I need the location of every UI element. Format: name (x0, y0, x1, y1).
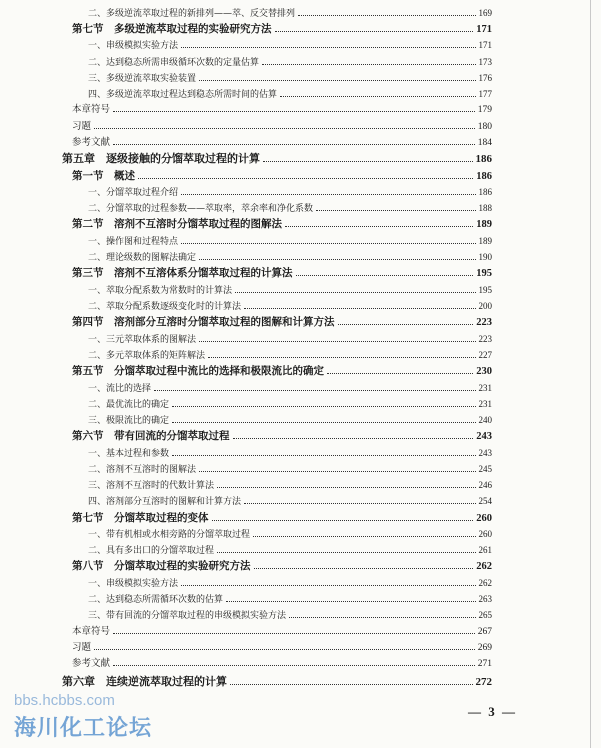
toc-section-row (72, 21, 492, 37)
toc-entry-row (88, 412, 492, 428)
toc-entry-row (88, 298, 492, 314)
toc-entry-title: 二、达到稳态所需串级循环次数的定量估算 (88, 58, 260, 68)
toc-leader-dots (244, 308, 475, 309)
toc-leader-dots (199, 80, 475, 81)
toc-page-number: 189 (478, 236, 492, 246)
toc-leader-dots (199, 471, 475, 472)
toc-entry-title: 参考文献 (72, 137, 111, 148)
toc-entry-row (88, 37, 492, 53)
toc-page-number: 230 (476, 366, 492, 377)
toc-page-number: 272 (475, 676, 492, 688)
toc-page-number: 269 (477, 643, 492, 653)
toc-entry-row (88, 542, 492, 558)
toc-entry-title: 二、最优流比的确定 (88, 400, 170, 410)
toc-entry-title: 一、串级模拟实验方法 (88, 579, 179, 589)
toc-page-number: 262 (478, 578, 492, 588)
toc-leader-dots (316, 210, 475, 211)
page-edge (590, 0, 591, 748)
toc-leader-dots (208, 357, 475, 358)
toc-section-row (72, 314, 492, 330)
toc-section-row (72, 168, 492, 184)
toc-leader-dots (113, 144, 475, 145)
toc-leader-dots (327, 373, 473, 374)
toc-page-number: 260 (478, 529, 492, 539)
toc-leader-dots (217, 487, 475, 488)
toc-misc-row (72, 135, 492, 151)
toc-page-number: 227 (478, 350, 492, 360)
toc-leader-dots (217, 552, 475, 553)
toc-entry-row (88, 5, 492, 21)
toc-chapter-row (62, 151, 492, 167)
toc-leader-dots (338, 324, 474, 325)
toc-entry-row (88, 184, 492, 200)
toc-leader-dots (113, 665, 475, 666)
toc-leader-dots (262, 64, 475, 65)
toc-leader-dots (226, 601, 475, 602)
toc-entry-row (88, 607, 492, 623)
toc-leader-dots (172, 422, 475, 423)
toc-entry-title: 三、溶剂不互溶时的代数计算法 (88, 481, 215, 491)
toc-page-number: 265 (478, 610, 492, 620)
toc-page-number: 186 (475, 153, 492, 165)
toc-page-number: 200 (478, 301, 492, 311)
watermark-url[interactable]: bbs.hcbbs.com (14, 692, 115, 709)
toc-entry-title: 二、理论级数的图解法确定 (88, 253, 197, 263)
toc-page-number: 262 (476, 561, 492, 572)
toc-entry-row (88, 347, 492, 363)
toc-entry-title: 第七节 多级逆流萃取过程的实验研究方法 (72, 23, 272, 35)
toc-entry-title: 第六章 连续逆流萃取过程的计算 (62, 675, 227, 688)
page-number: — 3 — (468, 704, 517, 719)
toc-leader-dots (285, 226, 473, 227)
toc-entry-title: 第八节 分馏萃取过程的实验研究方法 (72, 560, 251, 572)
toc-page-number: 240 (478, 415, 492, 425)
toc-entry-title: 第二节 溶剂不互溶时分馏萃取过程的图解法 (72, 218, 282, 230)
toc-entry-title: 四、溶剂部分互溶时的图解和计算方法 (88, 497, 242, 507)
toc-page-number: 186 (476, 171, 492, 182)
toc-entry-row (88, 526, 492, 542)
toc-page-number: 263 (478, 594, 492, 604)
toc-leader-dots (235, 292, 475, 293)
toc-entry-row (88, 233, 492, 249)
toc-entry-title: 三、多级逆流萃取实验装置 (88, 74, 197, 84)
toc-leader-dots (263, 161, 473, 162)
toc-leader-dots (181, 194, 475, 195)
toc-page-number: 186 (478, 187, 492, 197)
toc-leader-dots (199, 341, 475, 342)
toc-leader-dots (296, 275, 474, 276)
toc-entry-title: 二、分馏萃取的过程参数——萃取率，萃余率和净化系数 (88, 204, 314, 214)
toc-page-number: 173 (478, 57, 492, 67)
toc-leader-dots (181, 47, 475, 48)
toc-entry-row (88, 396, 492, 412)
toc-leader-dots (154, 390, 475, 391)
toc-section-row (72, 265, 492, 281)
toc-entry-row (88, 461, 492, 477)
toc-entry-title: 第三节 溶剂不互溶体系分馏萃取过程的计算法 (72, 267, 293, 279)
toc-entry-title: 一、萃取分配系数为常数时的计算法 (88, 286, 233, 296)
toc-misc-row (72, 119, 492, 135)
toc-entry-title: 四、多级逆流萃取过程达到稳态所需时间的估算 (88, 90, 278, 100)
toc-leader-dots (113, 633, 475, 634)
toc-leader-dots (233, 438, 474, 439)
toc-page-number: 176 (478, 73, 492, 83)
toc-page-number: 231 (478, 383, 492, 393)
toc-entry-row (88, 54, 492, 70)
toc-entry-row (88, 445, 492, 461)
toc-page-number: 223 (478, 334, 492, 344)
toc-entry-title: 二、多级逆流萃取过程的新排列——萃、反交替排列 (88, 9, 296, 19)
toc-entry-title: 第五章 逐级接触的分馏萃取过程的计算 (62, 152, 260, 165)
toc-leader-dots (275, 31, 474, 32)
toc-misc-row (72, 624, 492, 640)
toc-page-number: 189 (476, 219, 492, 230)
toc-page-number: 245 (478, 464, 492, 474)
toc-entry-row (88, 249, 492, 265)
toc-page-number: 260 (476, 513, 492, 524)
toc-leader-dots (94, 128, 475, 129)
toc-entry-row (88, 575, 492, 591)
toc-entry-title: 本章符号 (72, 104, 111, 115)
toc-page-number: 190 (478, 252, 492, 262)
toc-entry-title: 一、带有机相或水相旁路的分馏萃取过程 (88, 530, 251, 540)
toc-leader-dots (199, 259, 475, 260)
toc-entry-title: 第四节 溶剂部分互溶时分馏萃取过程的图解和计算方法 (72, 316, 335, 328)
toc-leader-dots (138, 178, 473, 179)
toc-page-number: 243 (476, 431, 492, 442)
toc-section-row (72, 216, 492, 232)
toc-entry-title: 二、萃取分配系数逐级变化时的计算法 (88, 302, 242, 312)
toc-page-number: 271 (477, 659, 492, 669)
toc-page-number: 171 (478, 40, 492, 50)
toc-page-number: 171 (476, 24, 492, 35)
toc-entry-row (88, 477, 492, 493)
toc-leader-dots (280, 96, 475, 97)
toc-page-number: 223 (476, 317, 492, 328)
toc-chapter-row (62, 674, 492, 690)
toc-page-number: 243 (478, 448, 492, 458)
toc-page-number: 267 (477, 627, 492, 637)
toc-leader-dots (172, 406, 475, 407)
toc-page-number: 177 (478, 89, 492, 99)
toc-page-number: 195 (478, 285, 492, 295)
watermark-logo: 海川化工论坛 (14, 716, 153, 741)
toc-leader-dots (181, 243, 475, 244)
toc-leader-dots (113, 111, 475, 112)
toc-section-row (72, 363, 492, 379)
toc-entry-row (88, 70, 492, 86)
toc-page-number: 180 (477, 122, 492, 132)
toc-entry-title: 一、三元萃取体系的图解法 (88, 335, 197, 345)
toc-entry-title: 第五节 分馏萃取过程中流比的选择和极限流比的确定 (72, 365, 324, 377)
toc-section-row (72, 428, 492, 444)
toc-entry-title: 本章符号 (72, 626, 111, 637)
toc-entry-title: 第七节 分馏萃取过程的变体 (72, 512, 209, 524)
toc-page-number: 195 (476, 268, 492, 279)
toc-page-number: 184 (477, 138, 492, 148)
toc-entry-row (88, 331, 492, 347)
toc-page-number: 188 (478, 203, 492, 213)
toc-leader-dots (289, 617, 475, 618)
toc-page-number: 246 (478, 480, 492, 490)
toc-section-row (72, 510, 492, 526)
toc-entry-title: 二、多元萃取体系的矩阵解法 (88, 351, 206, 361)
toc-entry-row (88, 282, 492, 298)
toc-misc-row (72, 640, 492, 656)
toc-page-number: 169 (478, 8, 492, 18)
toc-entry-title: 习题 (72, 121, 92, 132)
toc-page-number: 231 (478, 399, 492, 409)
toc-entry-title: 一、基本过程和参数 (88, 449, 170, 459)
toc-entry-title: 三、带有回流的分馏萃取过程的串级模拟实验方法 (88, 611, 287, 621)
toc-entry-row (88, 493, 492, 509)
toc-entry-title: 三、极限流比的确定 (88, 416, 170, 426)
toc-entry-title: 一、操作图和过程特点 (88, 237, 179, 247)
toc-entry-title: 第六节 带有回流的分馏萃取过程 (72, 430, 230, 442)
toc-entry-row (88, 86, 492, 102)
toc-entry-title: 习题 (72, 642, 92, 653)
toc-entry-title: 第一节 概述 (72, 170, 135, 182)
toc-leader-dots (230, 684, 473, 685)
toc-entry-title: 二、具有多出口的分馏萃取过程 (88, 546, 215, 556)
toc-leader-dots (254, 568, 474, 569)
toc-page-number: 261 (478, 545, 492, 555)
toc-entry-title: 一、流比的选择 (88, 384, 152, 394)
toc-entry-row (88, 591, 492, 607)
toc-leader-dots (181, 585, 475, 586)
toc-leader-dots (94, 649, 475, 650)
toc-entry-title: 二、达到稳态所需循环次数的估算 (88, 595, 224, 605)
toc-misc-row (72, 102, 492, 118)
toc-leader-dots (172, 455, 475, 456)
toc-entry-row (88, 380, 492, 396)
toc-entry-title: 一、分馏萃取过程介绍 (88, 188, 179, 198)
toc-leader-dots (212, 520, 474, 521)
toc-leader-dots (253, 536, 475, 537)
toc-entry-title: 参考文献 (72, 658, 111, 669)
toc-page-number: 254 (478, 496, 492, 506)
toc-entry-row (88, 200, 492, 216)
toc-section-row (72, 558, 492, 574)
toc-leader-dots (298, 15, 475, 16)
toc-entry-title: 一、串级模拟实验方法 (88, 41, 179, 51)
toc-misc-row (72, 656, 492, 672)
toc-leader-dots (244, 503, 475, 504)
toc-entry-title: 二、溶剂不互溶时的图解法 (88, 465, 197, 475)
toc-page-number: 179 (477, 105, 492, 115)
